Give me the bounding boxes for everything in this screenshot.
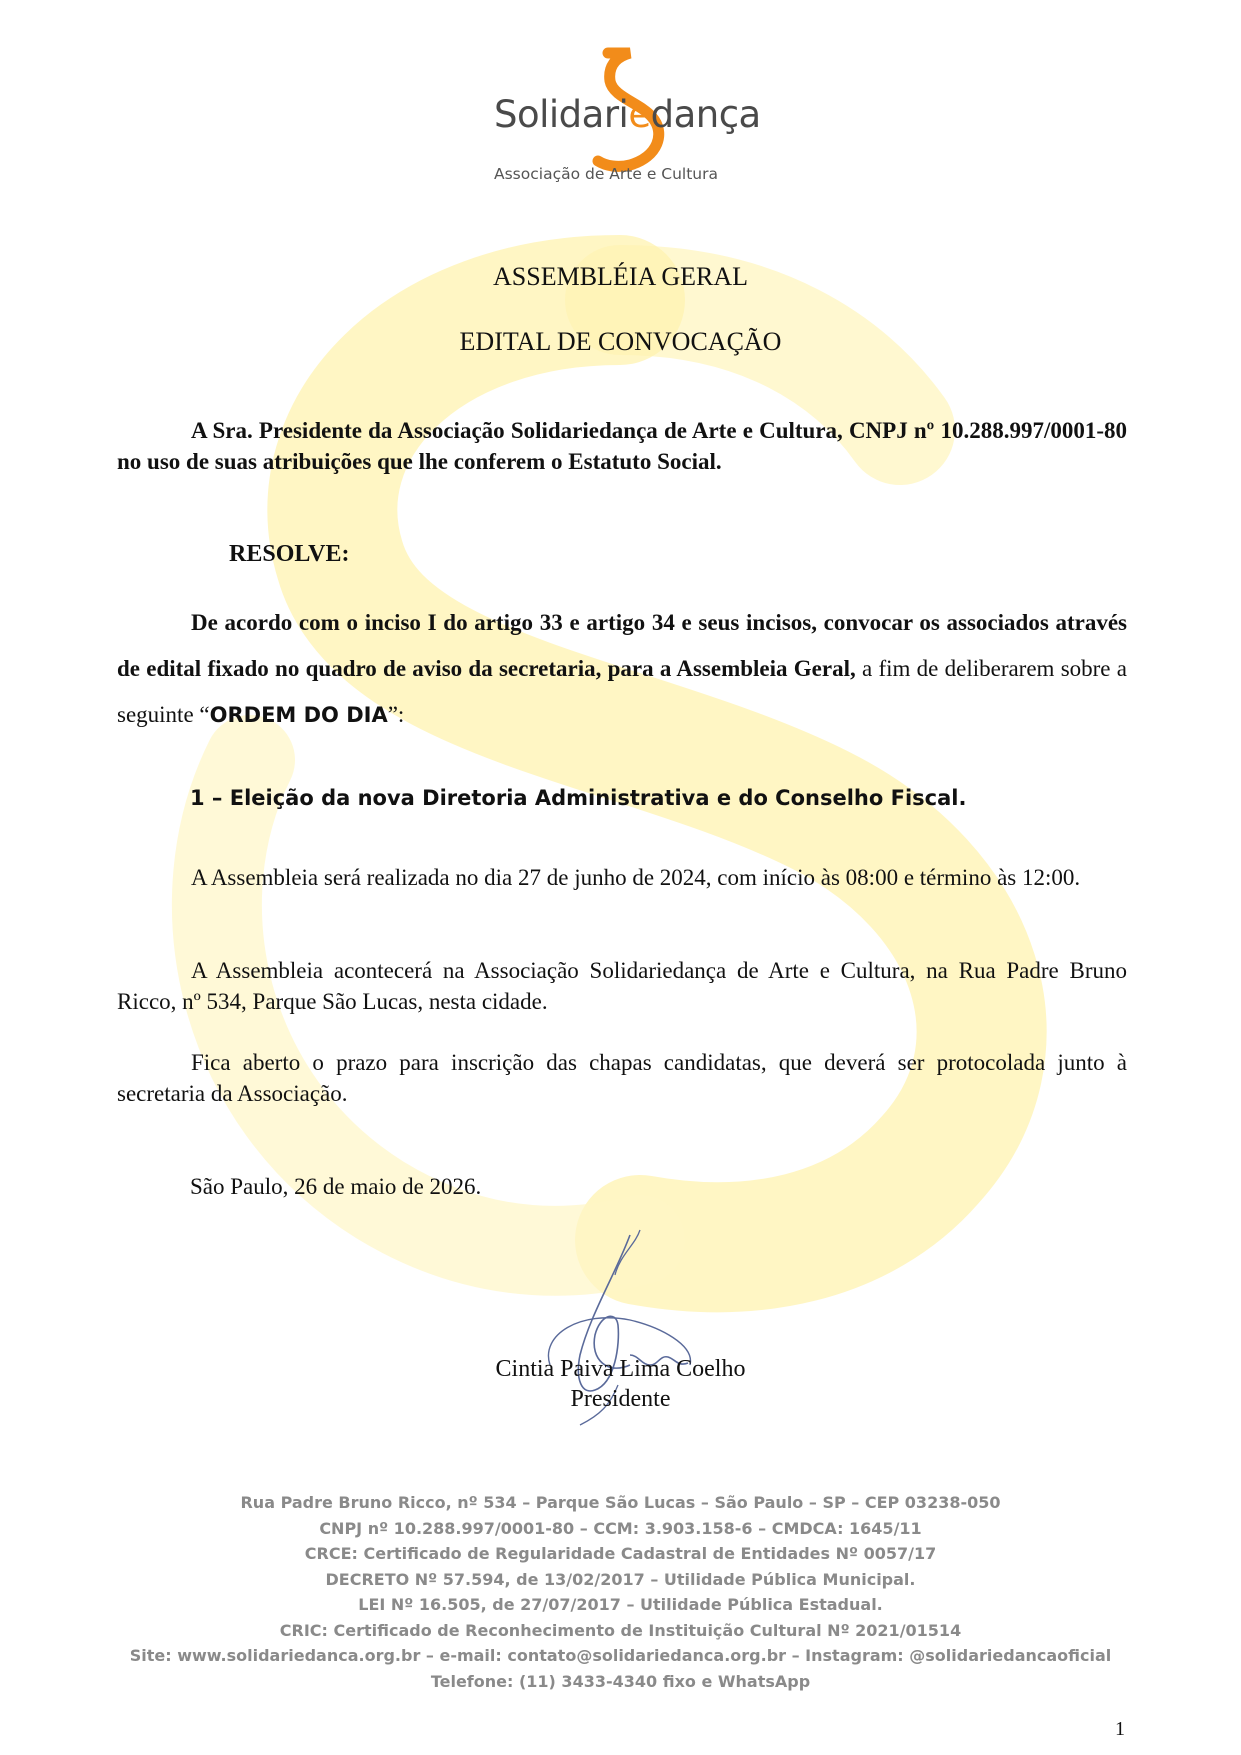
convocation-bold-text: De acordo com o inciso I do artigo 33 e artigo 34 e seus incisos, convocar os associados através de edital fixado no quadro de aviso da secretaria, para a Assembleia Geral,	[117, 610, 1127, 681]
footer-decree: DECRETO Nº 57.594, de 13/02/2017 – Utilidade Pública Municipal.	[325, 1569, 916, 1589]
footer-law: LEI Nº 16.505, de 27/07/2017 – Utilidade Pública Estadual.	[358, 1595, 883, 1614]
signer-name: Cintia Paiva Lima Coelho	[495, 1356, 746, 1382]
registration-paragraph: Fica aberto o prazo para inscrição das chapas candidatas, que deverá ser protocolada junto à secretaria da Associação.	[117, 1050, 1127, 1106]
footer-cric: CRIC: Certificado de Reconhecimento de Instituição Cultural Nº 2021/01514	[279, 1620, 962, 1640]
intro-paragraph: A Sra. Presidente da Associação Solidariedança de Arte e Cultura, CNPJ nº 10.288.997/0001-80 no uso de suas atribuições que lhe conferem o Estatuto Social.	[117, 418, 1127, 474]
resolve-heading: RESOLVE:	[229, 541, 350, 567]
place-paragraph: A Assembleia acontecerá na Associação Solidariedança de Arte e Cultura, na Rua Padre Bruno Ricco, nº 534, Parque São Lucas, nesta cidade.	[117, 958, 1127, 1014]
signer-role: Presidente	[570, 1386, 671, 1412]
document-title: ASSEMBLÉIA GERAL	[493, 262, 748, 291]
footer-phone: Telefone: (11) 3433-4340 fixo e WhatsApp	[430, 1671, 811, 1691]
footer-crce: CRCE: Certificado de Regularidade Cadastral de Entidades Nº 0057/17	[304, 1544, 937, 1563]
footer-address: Rua Padre Bruno Ricco, nº 534 – Parque São Lucas – São Paulo – SP – CEP 03238-050	[240, 1493, 1001, 1512]
city-date: São Paulo, 26 de maio de 2026.	[190, 1174, 482, 1199]
footer-contact: Site: www.solidariedanca.org.br – e-mail: contato@solidariedanca.org.br – Instagram: @solidariedancaoficial	[129, 1646, 1112, 1665]
organization-logo	[480, 45, 780, 195]
document-subtitle: EDITAL DE CONVOCAÇÃO	[459, 327, 782, 356]
convocation-paragraph	[117, 600, 1127, 738]
convocation-text: a fim de deliberarem sobre a seguinte “	[117, 656, 1127, 727]
logo-subtitle: Associação de Arte e Cultura	[494, 165, 719, 183]
logo-wordmark: Solidariedança	[494, 93, 761, 136]
agenda-label: ORDEM DO DIA	[209, 703, 388, 727]
footer	[0, 1490, 1241, 1694]
agenda-item: 1 – Eleição da nova Diretoria Administrativa e do Conselho Fiscal.	[190, 786, 967, 810]
footer-registration: CNPJ nº 10.288.997/0001-80 – CCM: 3.903.158-6 – CMDCA: 1645/11	[319, 1518, 922, 1538]
convocation-end: ”:	[387, 702, 405, 727]
date-paragraph: A Assembleia será realizada no dia 27 de junho de 2024, com início às 08:00 e término às 12:00.	[191, 865, 1081, 890]
page-number: 1	[1115, 1718, 1125, 1740]
